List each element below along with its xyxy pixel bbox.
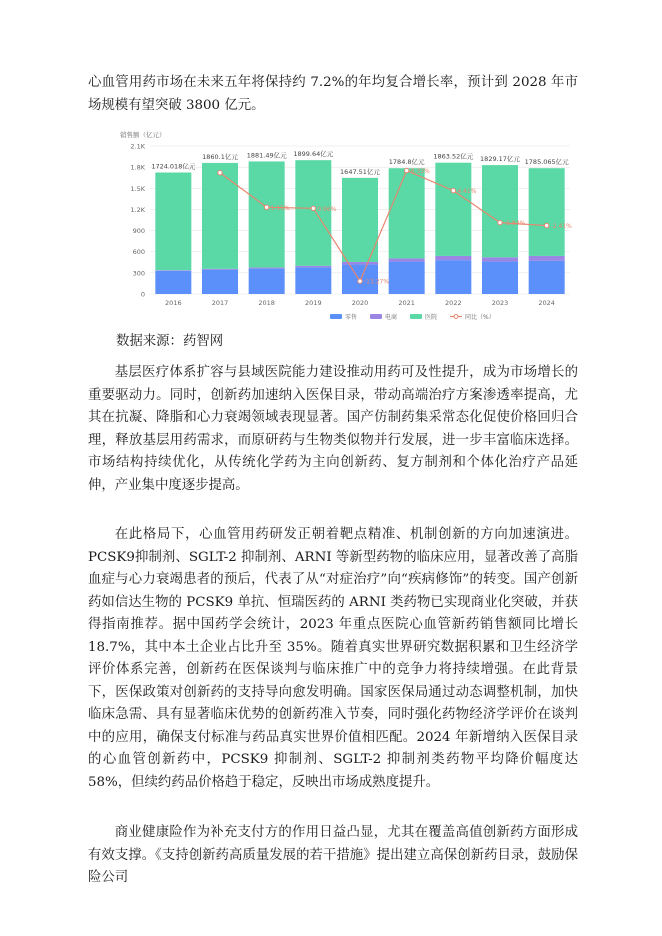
bar-电商 bbox=[249, 268, 285, 269]
paragraph-1: 基层医疗体系扩容与县域医院能力建设推动用药可及性提升，成为市场增长的重要驱动力。同时，创新药加速纳入医保目录，带动高端治疗方案渗透率提高，尤其在抗凝、降脂和心力衰竭领域表现显著。国产仿制药集采常态化促使价格回归合理，释放基层用药需求，而原研药与生物类似物并行发展，进一步丰富临床选择。市场结构持续优化，从传统化学药为主向创新药、复方制剂和个体化治疗产品延伸，产业集中度逐步提高。 bbox=[88, 365, 578, 493]
growth-label: 1.15% bbox=[270, 204, 290, 212]
bar-电商 bbox=[482, 257, 518, 261]
bar-total-label: 1647.51亿元 bbox=[340, 167, 380, 176]
growth-point bbox=[451, 188, 455, 192]
bar-零售 bbox=[389, 262, 425, 294]
bar-医院 bbox=[389, 168, 425, 258]
growth-point bbox=[358, 279, 362, 283]
y-axis-label: 销售额（亿元） bbox=[120, 131, 166, 139]
growth-point bbox=[544, 223, 548, 227]
legend-swatch bbox=[410, 314, 422, 319]
growth-label: -1.84% bbox=[504, 220, 526, 228]
growth-label: -13.27% bbox=[364, 278, 390, 286]
x-tick-label: 2019 bbox=[305, 299, 322, 307]
bar-医院 bbox=[435, 163, 471, 256]
x-tick-label: 2020 bbox=[351, 299, 369, 307]
bar-医院 bbox=[342, 178, 378, 262]
bar-零售 bbox=[482, 262, 518, 294]
legend-swatch bbox=[330, 314, 342, 319]
sales-chart bbox=[118, 128, 578, 326]
bar-电商 bbox=[202, 269, 238, 270]
growth-label: -2.41% bbox=[550, 223, 572, 231]
bar-零售 bbox=[435, 260, 471, 294]
bar-零售 bbox=[249, 269, 285, 294]
bar-total-label: 1899.64亿元 bbox=[293, 150, 334, 159]
growth-point bbox=[311, 206, 315, 210]
growth-label: 4.41% bbox=[457, 188, 477, 196]
x-tick-label: 2017 bbox=[211, 299, 229, 307]
growth-point bbox=[404, 168, 408, 172]
bar-total-label: 1881.49亿元 bbox=[246, 151, 287, 160]
x-tick-label: 2018 bbox=[258, 299, 275, 307]
bar-total-label: 1860.1亿元 bbox=[202, 152, 238, 161]
bar-电商 bbox=[435, 256, 471, 260]
y-tick-label: 1.5K bbox=[130, 184, 145, 193]
bar-total-label: 1829.17亿元 bbox=[480, 155, 520, 164]
paragraph-3: 商业健康险作为补充支付方的作用日益凸显，尤其在覆盖高值创新药方面形成有效支撑。《支持创新药高质量发展的若干措施》提出建立高保创新药目录，鼓励保险公司 bbox=[88, 825, 578, 885]
y-tick-label: 2.1K bbox=[130, 142, 145, 151]
legend-swatch bbox=[370, 314, 382, 319]
x-tick-label: 2022 bbox=[445, 299, 462, 307]
bar-total-label: 1785.065亿元 bbox=[524, 158, 569, 167]
paragraph-2: 在此格局下，心血管用药研发正朝着靶点精准、机制创新的方向加速演进。PCSK9抑制剂、SGLT-2 抑制剂、ARNI 等新型药物的临床应用，显著改善了高脂血症与心力衰竭患者的预后，代表了从“对症治疗”向“疾病修饰”的转变。国产创新药如信达生物的 PCSK9 单抗、恒瑞医药的 ARNI 类药物已实现商业化突破，并获得指南推荐。据中国药学会统计，2023 年重点医院心血管新药销售额同比增长 18.7%，其中本土企业占比升至 35%。随着真实世界研究数据积累和卫生经济学评价体系完善，创新药在医保谈判与临床推广中的竞争力将持续增强。在此背景下，医保政策对创新药的支持导向愈发明确。国家医保局通过动态调整机制，加快临床急需、具有显著临床优势的创新药准入节奏，同时强化药物经济学评价在谈判中的应用，确保支付标准与药品真实世界价值相匹配。2024 年新增纳入医保目录的心血管创新药中，PCSK9 抑制剂、SGLT-2 抑制剂类药物平均降价幅度达 58%，但续约药品价格趋于稳定，反映出市场成熟度提升。 bbox=[88, 527, 578, 790]
x-tick-label: 2016 bbox=[165, 299, 182, 307]
bar-医院 bbox=[202, 163, 238, 269]
x-tick-label: 2024 bbox=[538, 299, 555, 307]
bar-医院 bbox=[249, 161, 285, 267]
legend-point bbox=[454, 315, 458, 319]
bar-医院 bbox=[482, 165, 518, 257]
bar-医院 bbox=[295, 160, 331, 266]
intro-paragraph: 心血管用药市场在未来五年将保持约 7.2%的年均复合增长率，预计到 2028 年市场规模有望突破 3800 亿元。 bbox=[88, 75, 578, 113]
y-tick-label: 1.8K bbox=[130, 163, 145, 172]
growth-point bbox=[218, 171, 222, 175]
x-tick-label: 2023 bbox=[491, 299, 509, 307]
growth-label: 0.96% bbox=[317, 205, 337, 213]
growth-label: 8.33% bbox=[410, 168, 430, 176]
bar-电商 bbox=[295, 266, 331, 267]
y-tick-label: 900 bbox=[132, 227, 145, 236]
y-tick-label: 300 bbox=[132, 269, 145, 278]
legend-label: 零售 bbox=[345, 314, 358, 321]
bar-零售 bbox=[202, 270, 238, 294]
legend-label: 医院 bbox=[425, 314, 438, 321]
y-tick-label: 0 bbox=[140, 290, 145, 299]
data-source: 数据来源：药智网 bbox=[116, 334, 224, 349]
bar-零售 bbox=[529, 261, 565, 294]
bar-电商 bbox=[155, 270, 191, 271]
bar-零售 bbox=[155, 271, 191, 294]
legend-label: 电商 bbox=[385, 314, 398, 321]
bar-total-label: 1863.52亿元 bbox=[433, 152, 474, 161]
bar-电商 bbox=[389, 258, 425, 261]
bar-医院 bbox=[529, 168, 565, 256]
growth-point bbox=[264, 205, 268, 209]
y-tick-label: 1.2K bbox=[130, 205, 145, 214]
x-tick-label: 2021 bbox=[398, 299, 415, 307]
bar-total-label: 1724.018亿元 bbox=[151, 162, 196, 171]
y-tick-label: 600 bbox=[132, 248, 145, 257]
bar-医院 bbox=[155, 172, 191, 270]
legend-label: 同比（%） bbox=[465, 314, 495, 321]
bar-total-label: 1784.8亿元 bbox=[388, 158, 425, 167]
bar-电商 bbox=[529, 256, 565, 261]
growth-point bbox=[498, 220, 502, 224]
bar-零售 bbox=[295, 267, 331, 294]
